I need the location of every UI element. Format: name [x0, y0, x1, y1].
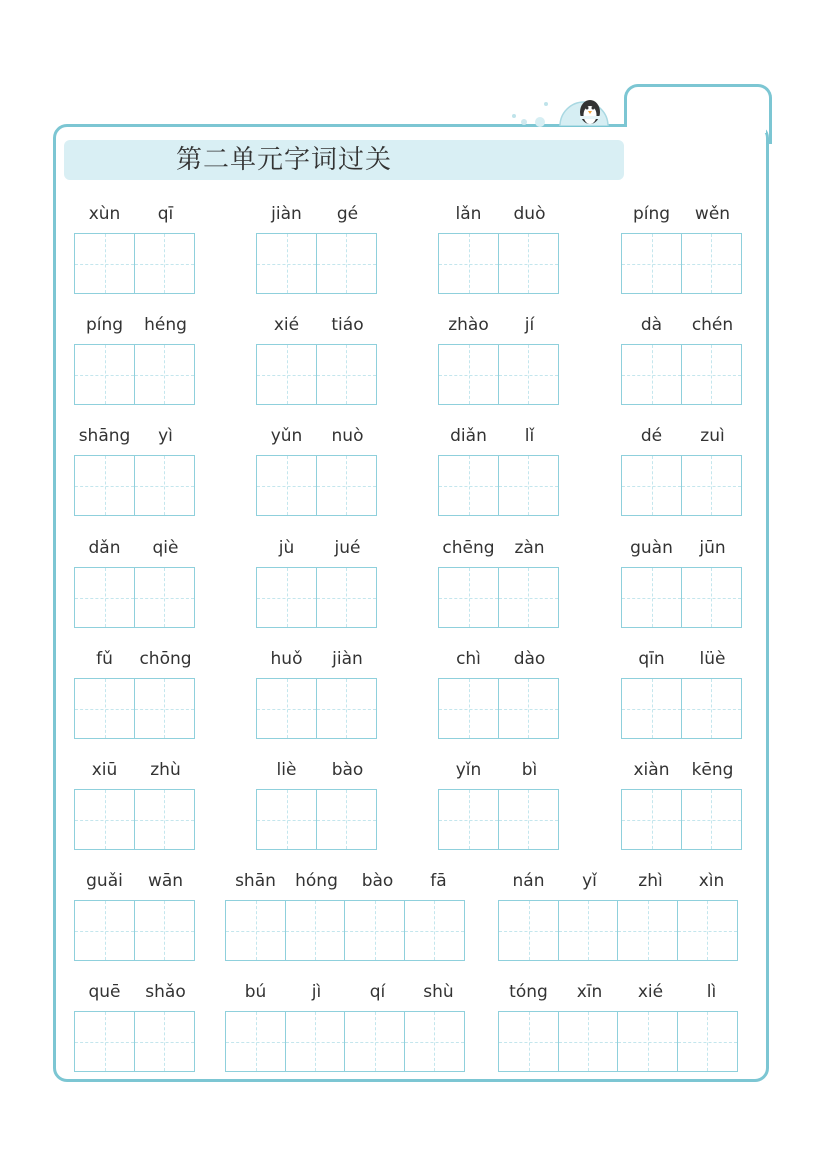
- word-cell: [74, 870, 196, 961]
- pinyin-label: nán: [512, 871, 545, 891]
- pinyin-label: guǎi: [86, 871, 123, 891]
- writing-box[interactable]: [344, 900, 405, 961]
- writing-box[interactable]: [681, 455, 742, 516]
- pinyin-row: [225, 870, 469, 892]
- writing-box[interactable]: [681, 344, 742, 405]
- writing-box[interactable]: [74, 567, 135, 628]
- writing-boxes: [225, 1011, 469, 1072]
- pinyin-row: [621, 648, 743, 670]
- pinyin-label: lǎn: [455, 204, 482, 224]
- pinyin-row: [74, 981, 196, 1003]
- pinyin-label: qí: [369, 982, 386, 1002]
- pinyin-label: zuì: [700, 426, 725, 446]
- pinyin-label: jiàn: [332, 649, 363, 669]
- pinyin-label: lǐ: [524, 426, 535, 446]
- writing-box[interactable]: [438, 344, 499, 405]
- pinyin-row: [225, 981, 469, 1003]
- pinyin-label: chēng: [442, 538, 495, 558]
- writing-boxes: [74, 344, 196, 405]
- word-cell: [621, 648, 743, 739]
- writing-box[interactable]: [438, 678, 499, 739]
- word-cell: [256, 759, 378, 850]
- writing-box[interactable]: [677, 1011, 738, 1072]
- writing-box[interactable]: [256, 678, 317, 739]
- pinyin-row: [621, 759, 743, 781]
- writing-boxes: [621, 344, 743, 405]
- writing-box[interactable]: [256, 567, 317, 628]
- pinyin-label: yì: [158, 426, 173, 446]
- writing-box[interactable]: [404, 900, 465, 961]
- writing-box[interactable]: [316, 344, 377, 405]
- writing-box[interactable]: [256, 455, 317, 516]
- pinyin-row: [74, 648, 196, 670]
- writing-boxes: [438, 233, 560, 294]
- pinyin-label: shǎo: [145, 982, 186, 1002]
- pinyin-label: zhù: [150, 760, 181, 780]
- writing-boxes: [74, 1011, 196, 1072]
- writing-box[interactable]: [498, 344, 559, 405]
- pinyin-label: dào: [513, 649, 546, 669]
- pinyin-label: qiè: [152, 538, 179, 558]
- word-cell: [438, 203, 560, 294]
- word-cell: [74, 425, 196, 516]
- pinyin-label: xùn: [88, 204, 121, 224]
- writing-boxes: [621, 678, 743, 739]
- pinyin-label: xié: [637, 982, 664, 1002]
- writing-box[interactable]: [74, 344, 135, 405]
- pinyin-label: jué: [334, 538, 361, 558]
- pinyin-label: wěn: [694, 204, 731, 224]
- bubble-decoration-icon: [500, 96, 560, 128]
- pinyin-label: diǎn: [450, 426, 487, 446]
- word-cell: [74, 648, 196, 739]
- writing-box[interactable]: [498, 1011, 559, 1072]
- writing-boxes: [256, 567, 378, 628]
- writing-box[interactable]: [256, 233, 317, 294]
- writing-box[interactable]: [681, 678, 742, 739]
- word-cell: [498, 981, 742, 1072]
- pinyin-label: xìn: [698, 871, 725, 891]
- writing-box[interactable]: [558, 1011, 619, 1072]
- pinyin-row: [74, 203, 196, 225]
- writing-boxes: [621, 567, 743, 628]
- pinyin-label: hóng: [295, 871, 338, 891]
- pinyin-row: [256, 759, 378, 781]
- writing-boxes: [438, 678, 560, 739]
- writing-boxes: [256, 344, 378, 405]
- writing-box[interactable]: [74, 455, 135, 516]
- writing-box[interactable]: [438, 455, 499, 516]
- writing-boxes: [621, 789, 743, 850]
- writing-box[interactable]: [316, 455, 377, 516]
- word-cell: [621, 203, 743, 294]
- pinyin-label: dé: [640, 426, 663, 446]
- pinyin-row: [621, 314, 743, 336]
- writing-box[interactable]: [74, 900, 135, 961]
- pinyin-row: [438, 314, 560, 336]
- writing-box[interactable]: [558, 900, 619, 961]
- pinyin-row: [256, 425, 378, 447]
- word-cell: [74, 203, 196, 294]
- pinyin-label: quē: [88, 982, 121, 1002]
- writing-box[interactable]: [681, 567, 742, 628]
- pinyin-label: tóng: [509, 982, 548, 1002]
- pinyin-label: shù: [423, 982, 454, 1002]
- pinyin-label: chōng: [139, 649, 192, 669]
- writing-boxes: [74, 789, 196, 850]
- writing-box[interactable]: [74, 1011, 135, 1072]
- pinyin-row: [256, 648, 378, 670]
- writing-boxes: [438, 344, 560, 405]
- pinyin-label: lüè: [699, 649, 726, 669]
- writing-box[interactable]: [285, 900, 346, 961]
- pinyin-label: qīn: [638, 649, 665, 669]
- writing-boxes: [498, 1011, 742, 1072]
- writing-box[interactable]: [498, 455, 559, 516]
- page-title: 第二单元字词过关: [175, 145, 392, 175]
- writing-box[interactable]: [316, 789, 377, 850]
- pinyin-label: bào: [361, 871, 394, 891]
- pinyin-label: nuò: [331, 426, 364, 446]
- pinyin-label: jù: [278, 538, 295, 558]
- word-cell: [256, 425, 378, 516]
- writing-box[interactable]: [134, 789, 195, 850]
- writing-box[interactable]: [134, 567, 195, 628]
- writing-box[interactable]: [285, 1011, 346, 1072]
- writing-boxes: [498, 900, 742, 961]
- pinyin-row: [438, 759, 560, 781]
- writing-box[interactable]: [134, 344, 195, 405]
- pinyin-label: bú: [244, 982, 267, 1002]
- writing-boxes: [256, 789, 378, 850]
- writing-box[interactable]: [134, 233, 195, 294]
- word-cell: [438, 314, 560, 405]
- pinyin-label: bì: [521, 760, 538, 780]
- writing-box[interactable]: [498, 567, 559, 628]
- writing-box[interactable]: [316, 233, 377, 294]
- pinyin-label: zhào: [448, 315, 489, 335]
- pinyin-row: [438, 537, 560, 559]
- word-cell: [256, 203, 378, 294]
- writing-box[interactable]: [621, 455, 682, 516]
- writing-box[interactable]: [621, 678, 682, 739]
- word-cell: [438, 759, 560, 850]
- pinyin-label: qī: [157, 204, 174, 224]
- pinyin-row: [498, 870, 742, 892]
- writing-box[interactable]: [404, 1011, 465, 1072]
- word-cell: [621, 537, 743, 628]
- pinyin-label: jiàn: [271, 204, 302, 224]
- pinyin-label: huǒ: [270, 649, 303, 669]
- pinyin-row: [621, 537, 743, 559]
- word-cell: [225, 981, 469, 1072]
- word-cell: [438, 537, 560, 628]
- pinyin-row: [438, 648, 560, 670]
- writing-box[interactable]: [225, 1011, 286, 1072]
- writing-boxes: [256, 233, 378, 294]
- writing-box[interactable]: [498, 789, 559, 850]
- pinyin-label: fǔ: [96, 649, 113, 669]
- writing-box[interactable]: [134, 900, 195, 961]
- word-cell: [256, 648, 378, 739]
- pinyin-label: dǎn: [88, 538, 121, 558]
- pinyin-label: zhì: [638, 871, 663, 891]
- pinyin-row: [256, 537, 378, 559]
- writing-boxes: [74, 678, 196, 739]
- pinyin-label: xié: [273, 315, 300, 335]
- writing-boxes: [74, 567, 196, 628]
- pinyin-label: shāng: [78, 426, 131, 446]
- pinyin-row: [256, 203, 378, 225]
- writing-box[interactable]: [256, 344, 317, 405]
- pinyin-row: [74, 425, 196, 447]
- pinyin-label: chì: [456, 649, 481, 669]
- writing-box[interactable]: [438, 233, 499, 294]
- pinyin-label: zàn: [514, 538, 545, 558]
- writing-box[interactable]: [617, 1011, 678, 1072]
- pinyin-label: píng: [85, 315, 124, 335]
- writing-box[interactable]: [621, 344, 682, 405]
- writing-box[interactable]: [256, 789, 317, 850]
- writing-boxes: [621, 455, 743, 516]
- pinyin-label: tiáo: [331, 315, 364, 335]
- pinyin-row: [74, 314, 196, 336]
- writing-boxes: [621, 233, 743, 294]
- writing-box[interactable]: [438, 789, 499, 850]
- word-cell: [498, 870, 742, 961]
- pinyin-label: fā: [430, 871, 447, 891]
- tab-joint: [627, 121, 766, 133]
- pinyin-label: jūn: [699, 538, 726, 558]
- word-cell: [74, 759, 196, 850]
- pinyin-label: jì: [311, 982, 322, 1002]
- writing-box[interactable]: [498, 233, 559, 294]
- writing-box[interactable]: [677, 900, 738, 961]
- writing-box[interactable]: [621, 789, 682, 850]
- word-cell: [621, 314, 743, 405]
- writing-box[interactable]: [498, 900, 559, 961]
- word-cell: [74, 537, 196, 628]
- pinyin-label: guàn: [630, 538, 673, 558]
- word-cell: [256, 537, 378, 628]
- pinyin-label: liè: [276, 760, 297, 780]
- pinyin-label: jí: [524, 315, 535, 335]
- writing-boxes: [438, 455, 560, 516]
- pinyin-label: xīn: [576, 982, 603, 1002]
- writing-box[interactable]: [316, 678, 377, 739]
- writing-box[interactable]: [316, 567, 377, 628]
- writing-boxes: [438, 789, 560, 850]
- pinyin-row: [621, 203, 743, 225]
- word-cell: [438, 425, 560, 516]
- pinyin-row: [438, 425, 560, 447]
- penguin-mascot-icon: [556, 92, 612, 126]
- pinyin-row: [256, 314, 378, 336]
- writing-boxes: [256, 455, 378, 516]
- word-cell: [225, 870, 469, 961]
- word-cell: [438, 648, 560, 739]
- writing-box[interactable]: [344, 1011, 405, 1072]
- writing-box[interactable]: [621, 567, 682, 628]
- pinyin-label: wān: [147, 871, 184, 891]
- pinyin-label: bào: [331, 760, 364, 780]
- pinyin-label: kēng: [691, 760, 734, 780]
- word-cell: [256, 314, 378, 405]
- pinyin-row: [74, 759, 196, 781]
- writing-box[interactable]: [681, 233, 742, 294]
- writing-boxes: [225, 900, 469, 961]
- pinyin-label: lì: [706, 982, 717, 1002]
- pinyin-label: shān: [235, 871, 276, 891]
- writing-box[interactable]: [617, 900, 678, 961]
- writing-box[interactable]: [74, 233, 135, 294]
- writing-boxes: [74, 455, 196, 516]
- writing-box[interactable]: [438, 567, 499, 628]
- word-cell: [621, 425, 743, 516]
- pinyin-label: dà: [640, 315, 663, 335]
- writing-boxes: [74, 900, 196, 961]
- word-cell: [74, 314, 196, 405]
- writing-boxes: [74, 233, 196, 294]
- pinyin-label: xiū: [91, 760, 118, 780]
- writing-boxes: [438, 567, 560, 628]
- pinyin-row: [621, 425, 743, 447]
- word-cell: [621, 759, 743, 850]
- writing-box[interactable]: [134, 678, 195, 739]
- writing-box[interactable]: [498, 678, 559, 739]
- pinyin-row: [498, 981, 742, 1003]
- pinyin-label: yǐ: [582, 871, 597, 891]
- pinyin-label: xiàn: [633, 760, 670, 780]
- pinyin-row: [74, 870, 196, 892]
- pinyin-label: héng: [144, 315, 187, 335]
- pinyin-row: [74, 537, 196, 559]
- word-cell: [74, 981, 196, 1072]
- writing-box[interactable]: [225, 900, 286, 961]
- writing-box[interactable]: [681, 789, 742, 850]
- pinyin-label: píng: [632, 204, 671, 224]
- writing-box[interactable]: [621, 233, 682, 294]
- pinyin-label: duò: [513, 204, 546, 224]
- writing-box[interactable]: [134, 455, 195, 516]
- pinyin-label: gé: [336, 204, 359, 224]
- writing-boxes: [256, 678, 378, 739]
- pinyin-label: yǔn: [270, 426, 303, 446]
- title-bar: [64, 140, 624, 180]
- writing-box[interactable]: [134, 1011, 195, 1072]
- writing-box[interactable]: [74, 678, 135, 739]
- writing-box[interactable]: [74, 789, 135, 850]
- pinyin-row: [438, 203, 560, 225]
- pinyin-label: chén: [691, 315, 734, 335]
- pinyin-label: yǐn: [455, 760, 482, 780]
